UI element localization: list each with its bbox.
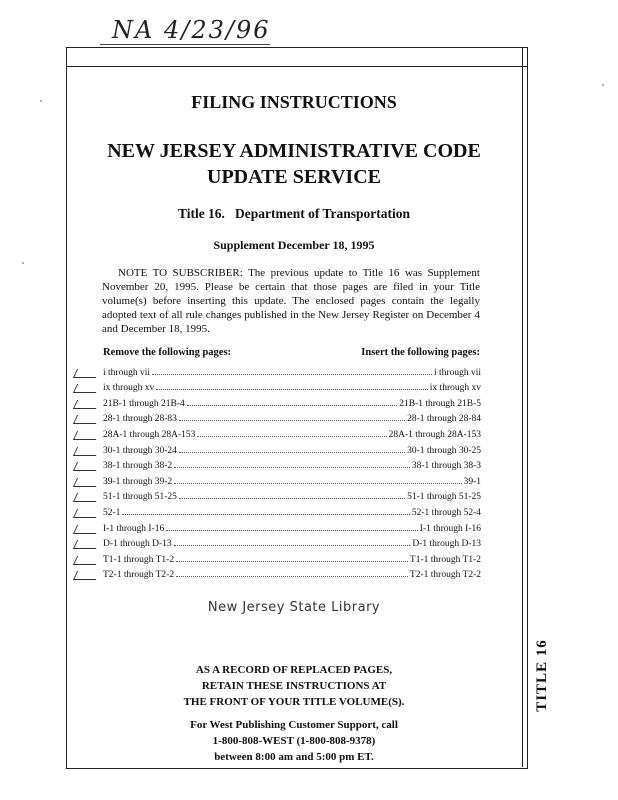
remove-pages: 28-1 through 28-83 [103,414,177,425]
check-mark-icon [73,447,100,456]
handwritten-underline [100,44,270,45]
support-line: 1-800-808-WEST (1-800-808-9378) [212,735,376,747]
remove-pages: 30-1 through 30-24 [103,445,177,456]
check-mark-icon [73,431,100,440]
check-mark-icon [73,478,100,487]
scan-speck [22,262,24,264]
top-margin-rule [66,66,527,67]
check-mark-icon [73,400,100,409]
check-mark-icon [73,415,100,424]
insert-pages: 28A-1 through 28A-153 [388,429,481,440]
page-list-row [103,549,481,565]
supplement-date: Supplement December 18, 1995 [213,238,375,252]
dot-leader [174,545,411,546]
page-list-row [103,409,481,425]
subscriber-note: NOTE TO SUBSCRIBER: The previous update to Title 16 was Supplement November 20, 1995. Please be certain that those pages are filed in your Title volume(s) before inserting this update. The enclosed pages contain the legally adopted text of all rule changes published in the New Jersey Register on December 4 and December 18, 1995. [102,267,480,335]
page-list-row [103,456,481,472]
dot-leader [176,576,408,577]
dot-leader [166,530,418,531]
page-list-row [103,565,481,581]
scan-speck [40,100,42,102]
insert-pages: D-1 through D-13 [412,539,481,550]
check-mark-icon [73,462,100,471]
page-list-row [103,362,481,378]
check-mark-icon [73,571,100,580]
insert-pages: i through vii [434,367,481,378]
insert-pages: 28-1 through 28-84 [407,414,481,425]
dot-leader [174,467,410,468]
code-title-line-2: UPDATE SERVICE [207,166,381,188]
insert-pages: T2-1 through T2-2 [409,570,481,581]
check-mark-icon [73,556,100,565]
title-tab [527,635,557,715]
dot-leader [176,561,408,562]
support-line: between 8:00 am and 5:00 pm ET. [214,751,374,763]
remove-pages: 21B-1 through 21B-4 [103,398,185,409]
check-mark-icon [73,509,100,518]
title-tab-label: TITLE 16 [533,638,550,712]
remove-pages: 28A-1 through 28A-153 [103,429,196,440]
check-mark-icon [73,384,100,393]
page-list-row [103,440,481,456]
dot-leader [197,436,386,437]
dot-leader [179,420,405,421]
dot-leader [179,498,405,499]
check-mark-icon [73,369,100,378]
dot-leader [152,374,432,375]
check-mark-icon [73,525,100,534]
insert-pages: 51-1 through 51-25 [407,492,481,503]
page-list-row [103,378,481,394]
dot-leader [122,514,409,515]
insert-pages: I-1 through I-16 [419,523,481,534]
dot-leader [187,405,397,406]
check-mark-icon [73,493,100,502]
insert-pages: 21B-1 through 21B-5 [399,398,481,409]
record-line: THE FRONT OF YOUR TITLE VOLUME(S). [183,696,405,708]
support-line: For West Publishing Customer Support, call [190,719,398,731]
page-list-row [103,471,481,487]
code-title-line-1: NEW JERSEY ADMINISTRATIVE CODE [107,140,481,162]
remove-pages: 51-1 through 51-25 [103,492,177,503]
page-list-row [103,518,481,534]
page-list [103,362,481,580]
handwritten-note: NA 4/23/96 [112,16,271,44]
page-list-row [103,502,481,518]
page-list-row [103,393,481,409]
record-line: RETAIN THESE INSTRUCTIONS AT [201,680,387,692]
record-instructions [66,662,522,710]
remove-header: Remove the following pages: [103,347,232,358]
remove-pages: T2-1 through T2-2 [103,570,175,581]
page-list-row [103,487,481,503]
insert-pages: T1-1 through T1-2 [409,554,481,565]
remove-pages: 52-1 [103,507,121,518]
customer-support [66,717,522,765]
remove-pages: T1-1 through T1-2 [103,554,175,565]
insert-pages: ix through xv [429,383,481,394]
remove-pages: I-1 through I-16 [103,523,165,534]
remove-pages: ix through xv [103,383,155,394]
page-title: FILING INSTRUCTIONS [191,92,397,112]
remove-pages: 39-1 through 39-2 [103,476,173,487]
check-mark-icon [73,540,100,549]
remove-pages: 38-1 through 38-2 [103,461,173,472]
dot-leader [156,389,428,390]
scan-speck [602,84,604,86]
title-department: Title 16. Department of Transportation [177,206,411,221]
library-stamp: New Jersey State Library [207,600,381,615]
insert-pages: 52-1 through 52-4 [411,507,481,518]
record-line: AS A RECORD OF REPLACED PAGES, [195,664,393,676]
insert-pages: 39-1 [463,476,481,487]
remove-pages: i through vii [103,367,150,378]
right-margin-rule [522,47,523,767]
page-list-row [103,534,481,550]
dot-leader [174,483,461,484]
remove-pages: D-1 through D-13 [103,539,172,550]
insert-pages: 38-1 through 38-3 [411,461,481,472]
insert-header: Insert the following pages: [361,347,480,358]
dot-leader [179,452,405,453]
page-list-row [103,424,481,440]
insert-pages: 30-1 through 30-25 [407,445,481,456]
